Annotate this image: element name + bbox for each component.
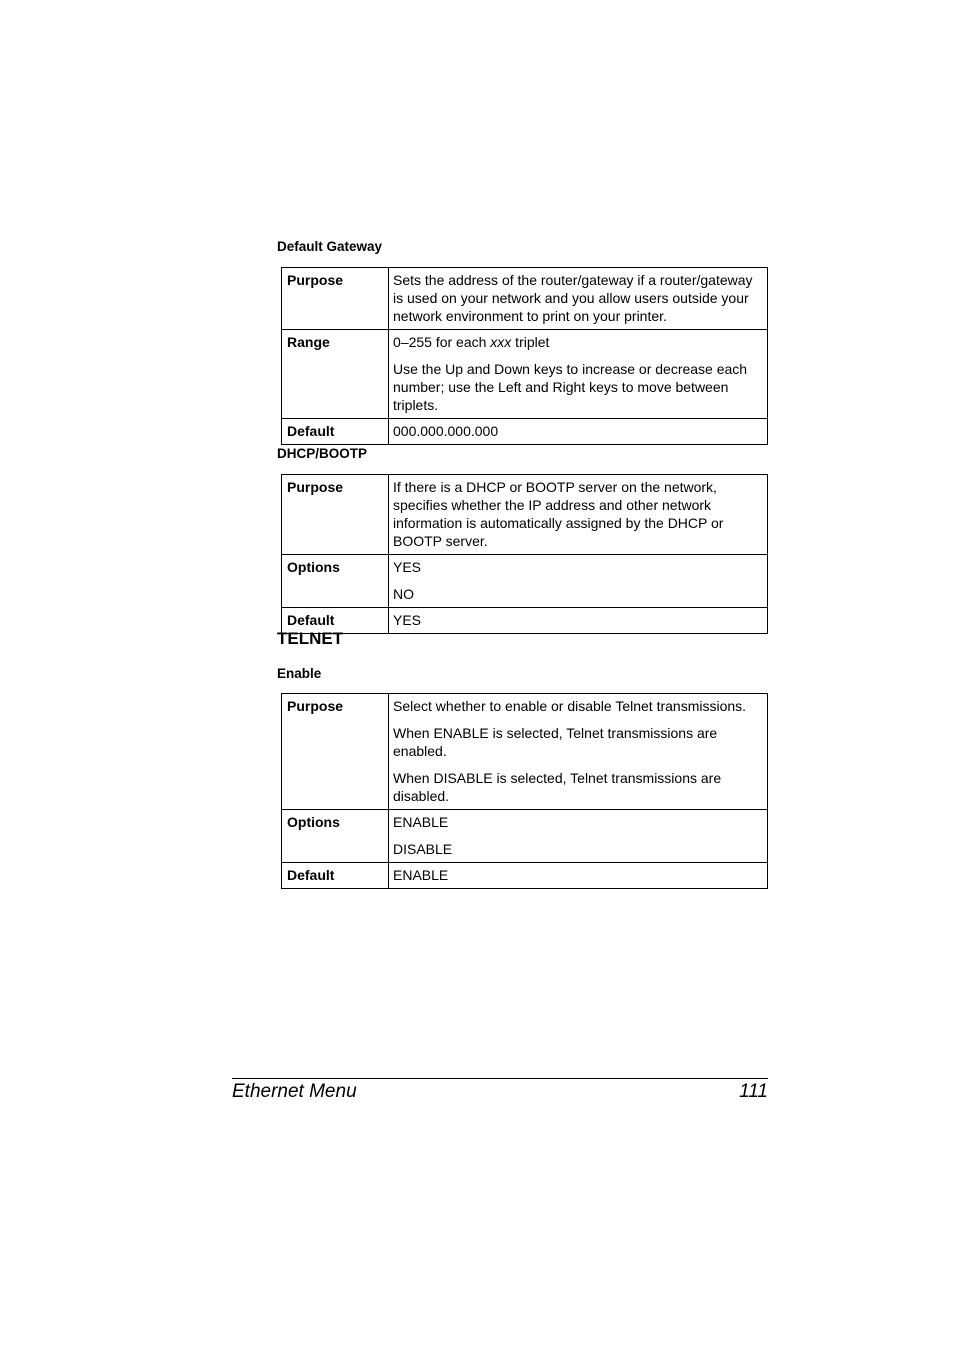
options-value — [389, 555, 768, 608]
option-item: DISABLE — [393, 841, 453, 857]
table-row — [282, 268, 768, 330]
purpose-value — [389, 268, 768, 330]
default-gateway-table — [281, 267, 768, 445]
option-item: ENABLE — [393, 814, 449, 830]
table-row — [282, 694, 768, 810]
default-label: Default — [282, 863, 389, 889]
table-row — [282, 810, 768, 863]
enable-heading: Enable — [277, 666, 322, 681]
default-label: Default — [282, 419, 389, 445]
telnet-enable-table — [281, 693, 768, 889]
purpose-value — [389, 475, 768, 555]
table-row — [282, 475, 768, 555]
purpose-label: Purpose — [282, 475, 389, 555]
option-item: YES — [393, 559, 422, 575]
range-value — [389, 330, 768, 419]
table-row — [282, 863, 768, 889]
default-value — [389, 419, 768, 445]
table-row — [282, 330, 768, 419]
table-row — [282, 419, 768, 445]
purpose-line: When DISABLE is selected, Telnet transmissions are disabled. — [393, 770, 722, 804]
option-item: NO — [393, 586, 414, 602]
default-value-text: ENABLE — [393, 867, 449, 883]
options-label: Options — [282, 810, 389, 863]
default-value-text: YES — [393, 612, 422, 628]
footer-title: Ethernet Menu — [232, 1081, 357, 1102]
dhcp-bootp-table — [281, 474, 768, 634]
default-label: Default — [282, 608, 389, 634]
range-prefix: 0–255 for each — [393, 334, 491, 350]
range-text — [393, 333, 763, 351]
range-suffix: triplet — [511, 334, 550, 350]
footer-divider — [232, 1078, 768, 1079]
purpose-line: Select whether to enable or disable Telnet transmissions. — [393, 698, 747, 714]
options-label: Options — [282, 555, 389, 608]
page-number: 111 — [739, 1081, 768, 1102]
table-row — [282, 555, 768, 608]
purpose-label: Purpose — [282, 268, 389, 330]
default-gateway-heading: Default Gateway — [277, 239, 383, 254]
default-value — [389, 863, 768, 889]
purpose-text: Sets the address of the router/gateway if a router/gateway is used on your network and you allow users outside your network environment to print on your printer. — [393, 272, 753, 324]
purpose-value — [389, 694, 768, 810]
purpose-line: When ENABLE is selected, Telnet transmissions are enabled. — [393, 725, 718, 759]
default-value-text: 000.000.000.000 — [393, 423, 499, 439]
table-row — [282, 608, 768, 634]
purpose-text: If there is a DHCP or BOOTP server on the network, specifies whether the IP address and other network information is automatically assigned by the DHCP or BOOTP server. — [393, 479, 724, 549]
telnet-section-title: TELNET — [277, 629, 344, 648]
default-value — [389, 608, 768, 634]
options-value — [389, 810, 768, 863]
purpose-label: Purpose — [282, 694, 389, 810]
range-note: Use the Up and Down keys to increase or decrease each number; use the Left and Right keys to move between triplets. — [393, 361, 748, 413]
dhcp-bootp-heading: DHCP/BOOTP — [277, 446, 368, 461]
range-label: Range — [282, 330, 389, 419]
range-italic: xxx — [490, 334, 512, 350]
